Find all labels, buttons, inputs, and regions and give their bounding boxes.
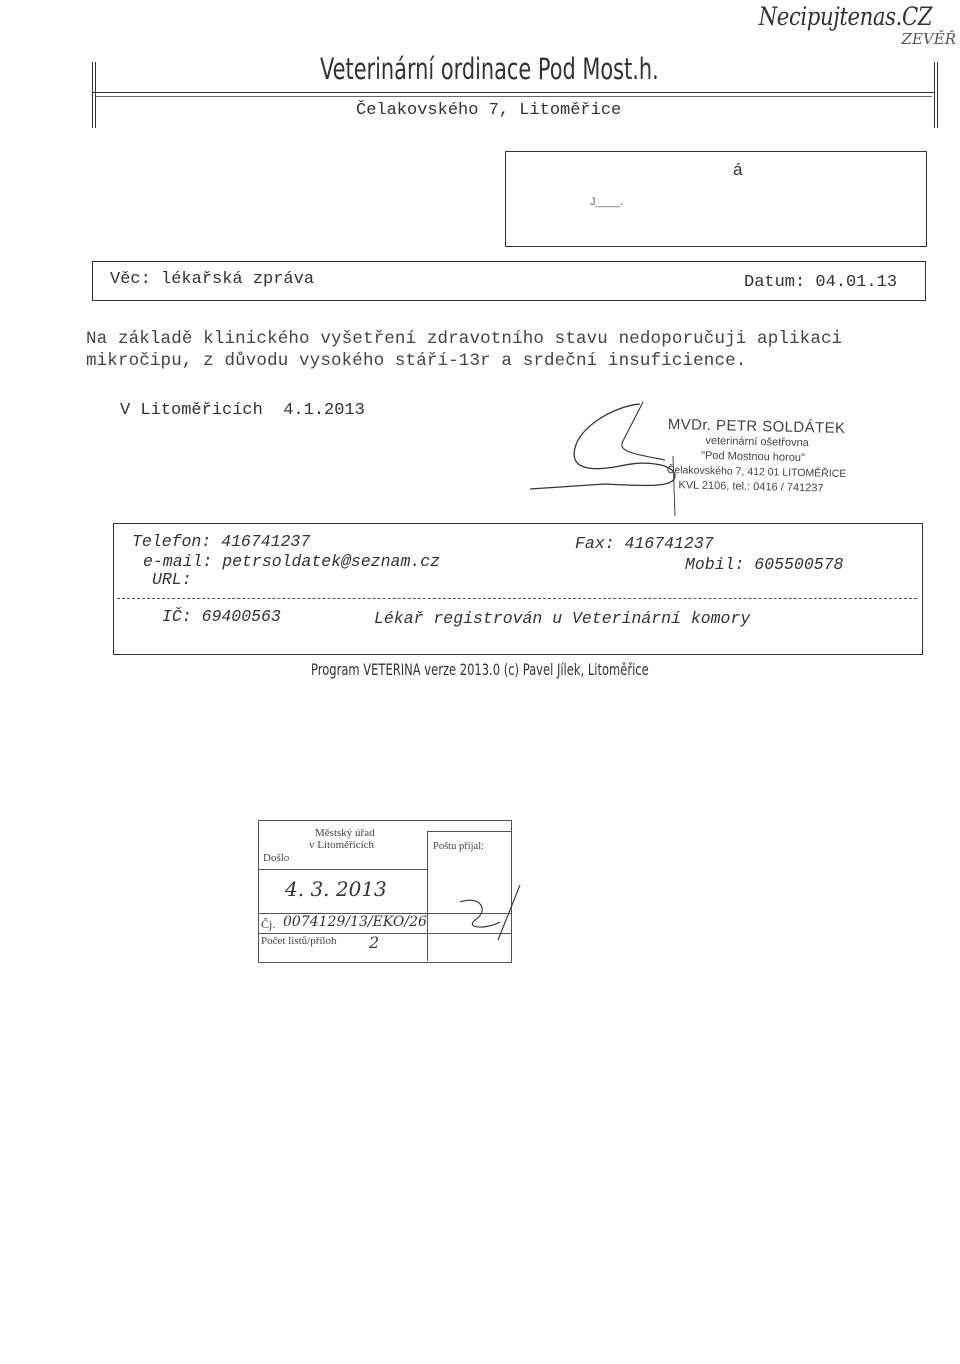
stamp-pages-label: Počet listů/příloh bbox=[261, 935, 337, 947]
doctor-stamp bbox=[666, 416, 868, 498]
letterhead-rule-inner bbox=[96, 96, 932, 97]
stamp-pages-handwritten: 2 bbox=[369, 933, 380, 952]
recipient-fragment-b: J____. bbox=[590, 196, 624, 208]
registration-note: Lékař registrován u Veterinární komory bbox=[374, 609, 751, 628]
recipient-fragment-a: á bbox=[733, 160, 743, 179]
recipient-address-box bbox=[505, 151, 927, 247]
stamp-date-handwritten: 4. 3. 2013 bbox=[285, 877, 387, 901]
watermark-subtext: ZEVĚŘ bbox=[901, 30, 956, 48]
stamp-doctor-name: MVDr. PETR SOLDÁTEK bbox=[667, 416, 846, 438]
document-date: Datum: 04.01.13 bbox=[744, 273, 898, 292]
stamp-initials-signature bbox=[440, 880, 530, 950]
contact-mobile: Mobil: 605500578 bbox=[685, 555, 844, 574]
subject-label: Věc: lékařská zpráva bbox=[110, 270, 315, 289]
stamp-line: "Pod Mostnou horou" bbox=[700, 449, 806, 465]
stamp-divider bbox=[427, 831, 511, 832]
letterhead-rule bbox=[92, 92, 934, 93]
place-and-date: V Litoměřicích 4.1.2013 bbox=[120, 401, 365, 420]
stamp-office-city: v Litoměřicích bbox=[309, 839, 375, 851]
stamp-divider bbox=[259, 869, 427, 870]
contact-email: e-mail: petrsoldatek@seznam.cz bbox=[143, 552, 441, 571]
contact-ic: IČ: 69400563 bbox=[162, 607, 281, 626]
program-footer: Program VETERINA verze 2013.0 (c) Pavel Jílek, Litoměřice bbox=[311, 660, 649, 679]
stamp-post-label: Poštu přijal: bbox=[433, 841, 485, 852]
dashed-divider bbox=[117, 598, 917, 599]
stamp-line: veterinární ošetřovna bbox=[705, 434, 809, 450]
report-body bbox=[86, 328, 842, 372]
stamp-cj-label: Čj. bbox=[261, 917, 276, 931]
watermark-text: Necipujtenas.CZ bbox=[758, 2, 932, 31]
stamp-divider bbox=[427, 831, 428, 961]
clinic-address: Čelakovského 7, Litoměřice bbox=[356, 101, 622, 120]
stamp-office-name: Městský úřad bbox=[315, 827, 375, 839]
contact-url: URL: bbox=[152, 570, 192, 589]
contact-fax: Fax: 416741237 bbox=[575, 534, 714, 553]
stamp-line: KVL 2106, tel.: 0416 / 741237 bbox=[678, 479, 824, 495]
contact-phone: Telefon: 416741237 bbox=[132, 532, 311, 551]
clinic-name: Veterinární ordinace Pod Most.h. bbox=[320, 52, 659, 86]
report-body-line: Na základě klinického vyšetření zdravotního stavu nedoporučuji aplikaci bbox=[86, 329, 843, 349]
stamp-line: Čelakovského 7, 412 01 LITOMĚŘICE bbox=[666, 463, 847, 481]
stamp-cj-handwritten: 0074129/13/EKO/26 bbox=[283, 914, 427, 930]
report-body-line: mikročipu, z důvodu vysokého stáří-13r a srdeční insuficience. bbox=[86, 351, 747, 371]
stamp-received-label: Došlo bbox=[263, 852, 290, 864]
